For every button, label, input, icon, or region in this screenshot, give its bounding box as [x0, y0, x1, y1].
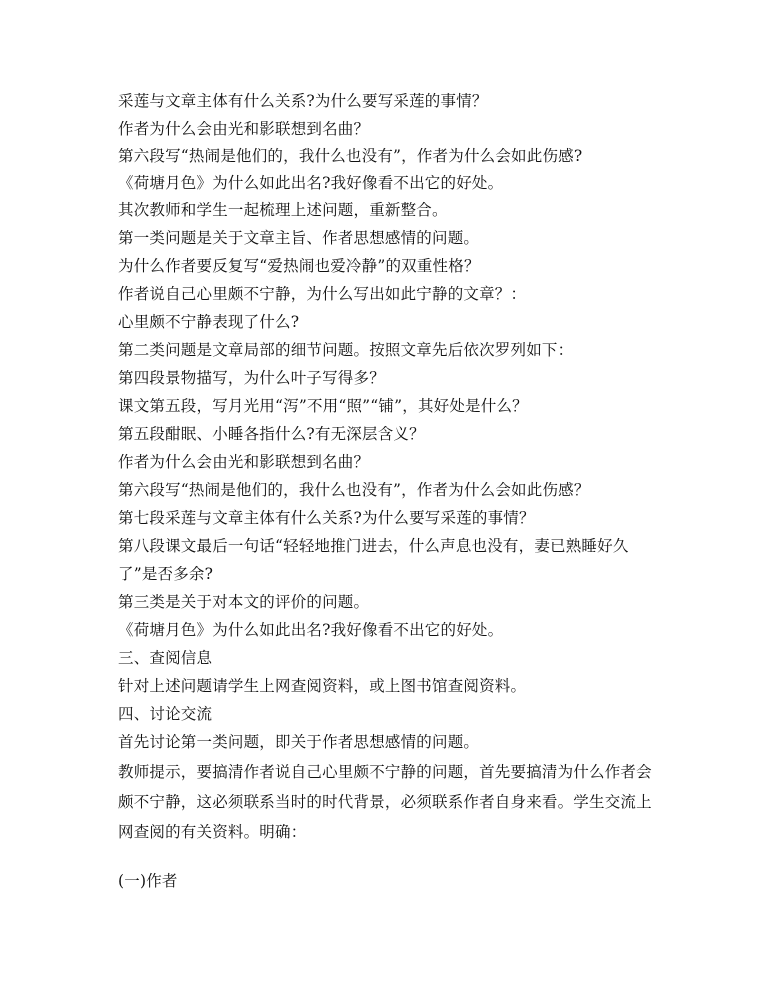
text-line: 颇不宁静，这必须联系当时的时代背景，必须联系作者自身来看。学生交流上	[118, 793, 652, 811]
text-line: 第三类是关于对本文的评价的问题。	[118, 593, 370, 611]
text-line: 采莲与文章主体有什么关系?为什么要写采莲的事情？	[118, 92, 488, 110]
text-line: 了”是否多余?	[118, 565, 214, 583]
text-line: 第六段写“热闹是他们的，我什么也没有”，作者为什么会如此伤感?	[118, 147, 583, 165]
text-line: 第五段酣眠、小睡各指什么?有无深层含义？	[118, 425, 425, 443]
text-line: 作者说自己心里颇不宁静，为什么写出如此宁静的文章？：	[118, 285, 527, 303]
text-line: 针对上述问题请学生上网查阅资料，或上图书馆查阅资料。	[118, 677, 527, 695]
text-line: 第二类问题是文章局部的细节问题。按照文章先后依次罗列如下：	[118, 341, 574, 359]
text-line: 作者为什么会由光和影联想到名曲？	[118, 453, 370, 471]
text-line: 课文第五段，写月光用“泻”不用“照”“铺”，其好处是什么？	[118, 397, 528, 415]
text-line: 教师提示，要搞清作者说自己心里颇不宁静的问题，首先要搞清为什么作者会	[118, 763, 652, 781]
text-line: 为什么作者要反复写“爱热闹也爱冷静”的双重性格？	[118, 257, 480, 275]
subsection-heading: (一)作者	[118, 872, 178, 890]
text-line: 第六段写“热闹是他们的，我什么也没有”，作者为什么会如此伤感？	[118, 481, 590, 499]
text-line: 第四段景物描写，为什么叶子写得多？	[118, 369, 385, 387]
text-line: 第一类问题是关于文章主旨、作者思想感情的问题。	[118, 229, 480, 247]
text-line: 作者为什么会由光和影联想到名曲？	[118, 120, 370, 138]
text-line: 《荷塘月色》为什么如此出名?我好像看不出它的好处。	[118, 174, 504, 192]
text-line: 首先讨论第一类问题，即关于作者思想感情的问题。	[118, 733, 480, 751]
text-line: 第七段采莲与文章主体有什么关系?为什么要写采莲的事情？	[118, 509, 535, 527]
text-line: 《荷塘月色》为什么如此出名?我好像看不出它的好处。	[118, 621, 504, 639]
section-heading: 三、查阅信息	[118, 649, 213, 667]
text-line: 其次教师和学生一起梳理上述问题，重新整合。	[118, 201, 448, 219]
section-heading: 四、讨论交流	[118, 705, 213, 723]
text-line: 网查阅的有关资料。明确：	[118, 823, 307, 841]
text-line: 第八段课文最后一句话“轻轻地推门进去，什么声息也没有，妻已熟睡好久	[118, 537, 629, 555]
text-line: 心里颇不宁静表现了什么?	[118, 313, 300, 331]
